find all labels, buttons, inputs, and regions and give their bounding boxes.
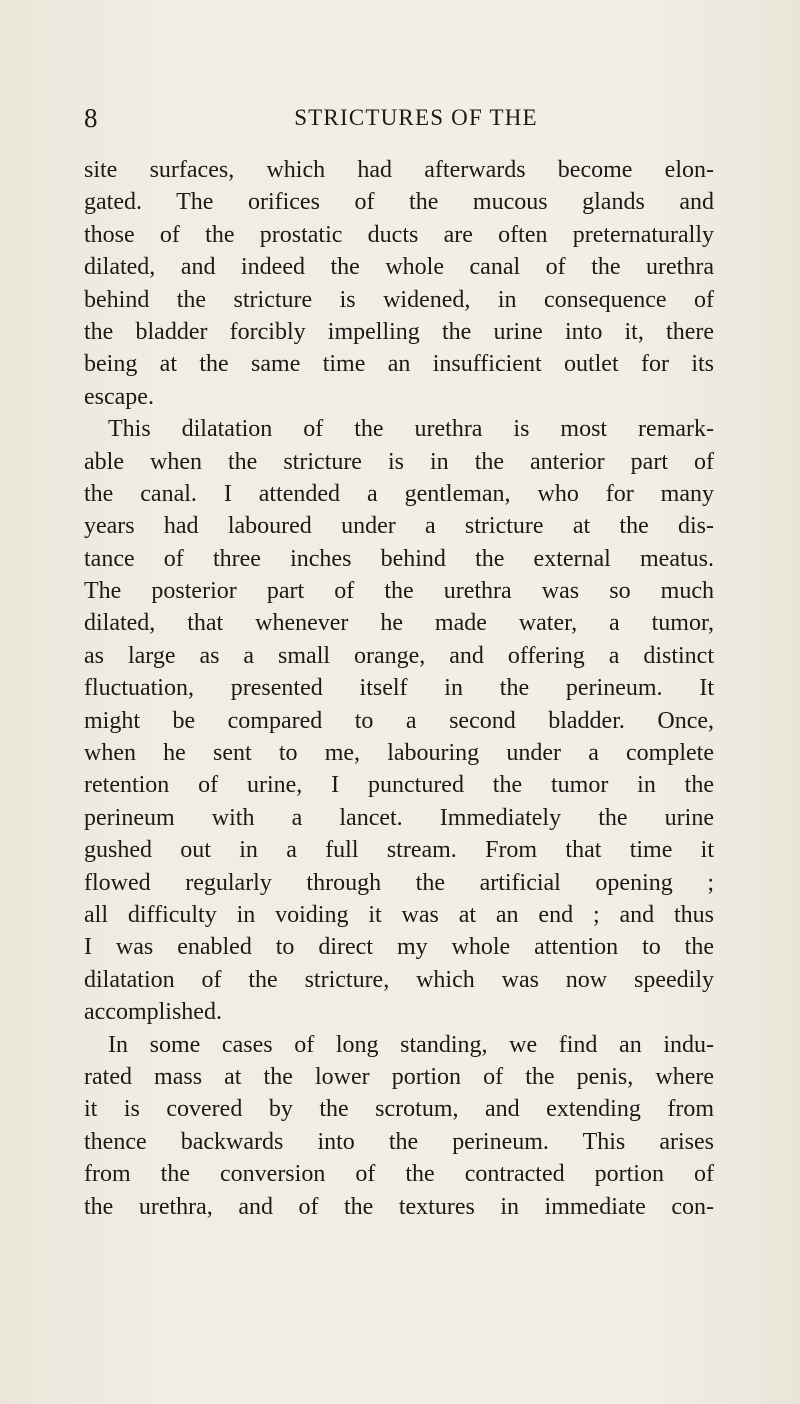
text-line: might be compared to a second bladder. Once, [84,707,714,734]
text-line: those of the prostatic ducts are often preternaturally [84,221,714,248]
text-line: This dilatation of the urethra is most remark- [108,416,714,443]
text-line: I was enabled to direct my whole attention to the [84,934,714,961]
text-line: retention of urine, I punctured the tumor in the [84,772,714,799]
text-line: dilated, and indeed the whole canal of the urethra [84,254,714,281]
text-line: escape. [84,383,154,410]
text-line: gated. The orifices of the mucous glands and [84,189,714,216]
text-line: the bladder forcibly impelling the urine into it, there [84,318,714,345]
text-line: the canal. I attended a gentleman, who for many [84,480,714,507]
text-line: the urethra, and of the textures in immediate con- [84,1193,714,1220]
body-text [84,154,714,1223]
running-head: STRICTURES OF THE [294,105,538,130]
text-line: fluctuation, presented itself in the perineum. It [84,675,714,702]
text-line: dilatation of the stricture, which was now speedily [84,966,714,993]
text-line: The posterior part of the urethra was so much [84,578,714,605]
text-line: when he sent to me, labouring under a complete [84,740,714,767]
text-line: tance of three inches behind the external meatus. [84,545,714,572]
text-line: from the conversion of the contracted portion of [84,1161,714,1188]
text-line: gushed out in a full stream. From that time it [84,837,714,864]
text-line: flowed regularly through the artificial opening ; [84,869,714,896]
text-line: behind the stricture is widened, in consequence of [84,286,714,313]
page-number: 8 [84,103,98,133]
text-line: able when the stricture is in the anterior part of [84,448,714,475]
text-line: perineum with a lancet. Immediately the urine [84,804,714,831]
text-line: In some cases of long standing, we find an indu- [108,1031,714,1058]
text-line: all difficulty in voiding it was at an end ; and thus [84,901,714,928]
text-line: being at the same time an insufficient outlet for its [84,351,714,378]
page-header [84,100,714,136]
text-line: accomplished. [84,999,222,1026]
text-line: dilated, that whenever he made water, a tumor, [84,610,714,637]
text-line: site surfaces, which had afterwards become elon- [84,157,714,183]
text-line: thence backwards into the perineum. This arises [84,1128,714,1155]
text-line: years had laboured under a stricture at the dis- [84,513,714,540]
text-line: as large as a small orange, and offering a distinct [84,642,714,669]
text-line: rated mass at the lower portion of the penis, where [84,1063,714,1090]
text-line: it is covered by the scrotum, and extending from [84,1096,714,1123]
